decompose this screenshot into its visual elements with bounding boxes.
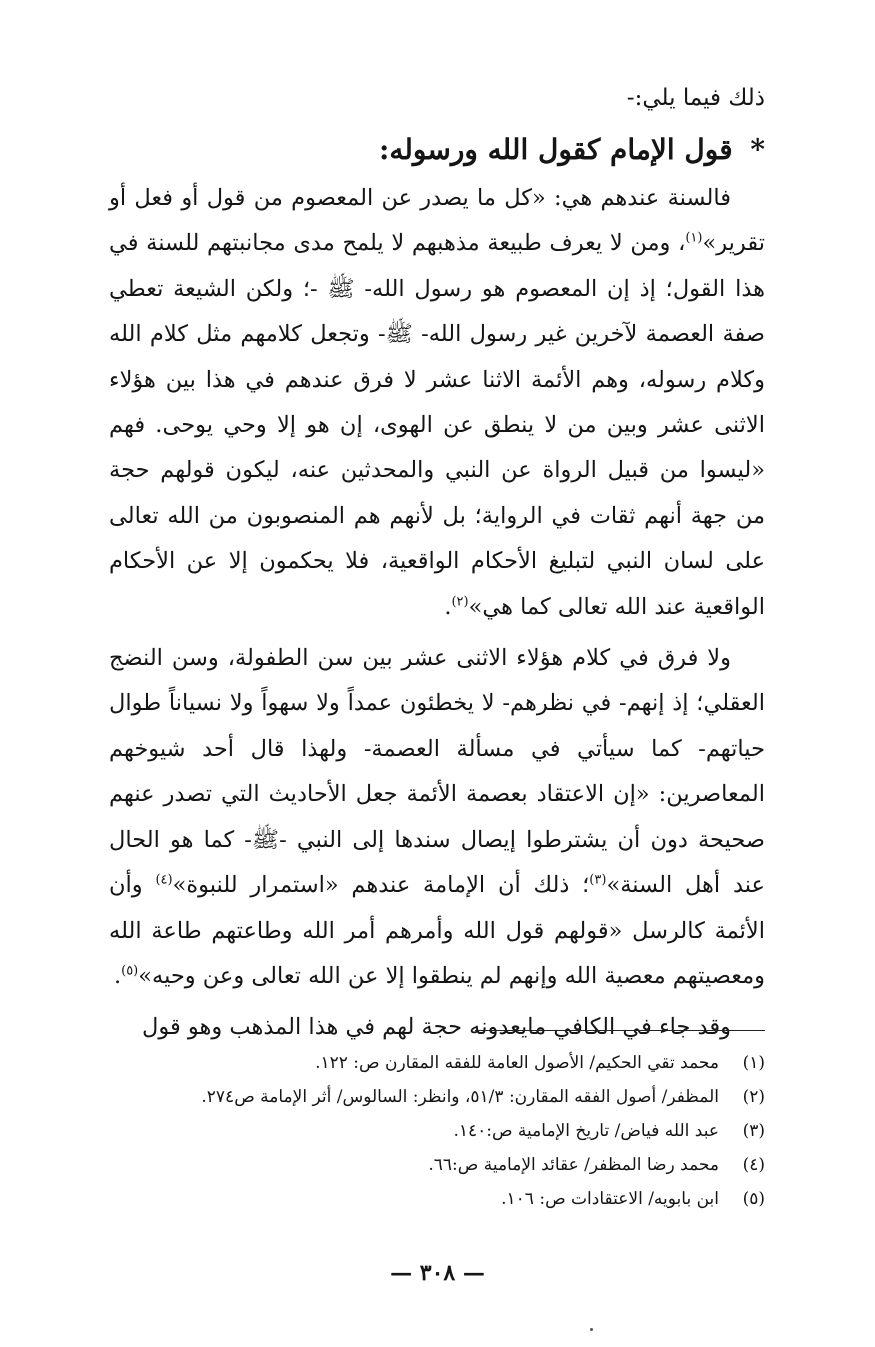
text-run: ، ومن لا يعرف طبيعة مذهبهم لا يلمح مدى مجانبتهم للسنة في هذا القول؛ إذ إن المعصوم هو رسول الله- ﷺ -؛ ولكن الشيعة تعطي صفة العصمة لآخرين غير رسول الله- ﷺ- وتجعل كلامهم مثل كلام الله وكلام رسوله، وهم الأئمة الاثنا عشر لا فرق عندهم في هذا بين هؤلاء الاثنى عشر وبين من لا ينطق عن الهوى، إن هو إلا وحي يوحى. فهم «ليسوا من قبيل الرواة عن النبي والمحدثين عنه، ليكون قولهم حجة من جهة أنهم ثقات في الرواية؛ بل لأنهم هم المنصوبون من الله تعالى على لسان النبي لتبليغ الأحكام الواقعية، فلا يحكمون إلا عن الأحكام الواقعية عند الله تعالى كما هي»: [109, 230, 765, 620]
footnotes-list: [105, 1046, 765, 1216]
footnote-text: محمد تقي الحكيم/ الأصول العامة للفقه المقارن ص: ١٢٢.: [315, 1053, 719, 1073]
text-run: .: [113, 962, 122, 989]
heading-star: *: [750, 133, 765, 166]
footnote-number: (٥): [742, 1189, 765, 1209]
text-run: وأن الأئمة كالرسل «قولهم قول الله وأمرهم أمر الله وطاعتهم طاعة الله ومعصيتهم معصية الله وإنهم لم ينطقوا إلا عن الله تعالى وعن وحيه»: [109, 872, 765, 989]
footnote-item: [105, 1046, 765, 1080]
section-heading: [105, 130, 765, 170]
footnote-text: محمد رضا المظفر/ عقائد الإمامية ص:٦٦.: [428, 1155, 719, 1175]
lead-line: ذلك فيما يلي:-: [626, 85, 765, 111]
footnote-item: [105, 1148, 765, 1182]
paragraph: [109, 176, 765, 630]
footnote-number: (٤): [742, 1155, 765, 1175]
footnote-item: [105, 1114, 765, 1148]
footnote-item: [105, 1182, 765, 1216]
footnote-number: (٢): [742, 1087, 765, 1107]
footnote-text: المظفر/ أصول الفقه المقارن: ٥١/٣، وانظر: السالوس/ أثر الإمامة ص٢٧٤.: [201, 1087, 719, 1107]
scan-speck: [590, 1328, 593, 1331]
body-text: [109, 176, 765, 1057]
footnote-text: عبد الله فياض/ تاريخ الإمامية ص:١٤٠.: [453, 1121, 719, 1141]
footnote-text: ابن بابويه/ الاعتقادات ص: ١٠٦.: [501, 1189, 719, 1209]
text-run: .: [444, 593, 452, 620]
text-run: ؛ ذلك أن الإمامة عندهم «استمرار للنبوة»: [172, 872, 590, 899]
page-number: — ٣٠٨ —: [390, 1260, 485, 1286]
text-run: فالسنة عندهم هي: «كل ما يصدر عن المعصوم من قول أو فعل أو تقرير»: [109, 185, 765, 257]
footnote-separator: [475, 1030, 765, 1031]
heading-text: قول الإمام كقول الله ورسوله:: [379, 133, 733, 166]
text-run: وقد جاء في الكافي مايعدونه حجة لهم في هذا المذهب وهو قول: [142, 1014, 731, 1041]
footnote-ref: (٢): [451, 594, 469, 610]
footnote-item: [105, 1080, 765, 1114]
footnote-ref: (١): [685, 230, 703, 246]
paragraph: [109, 636, 765, 999]
footnote-ref: (٤): [155, 872, 173, 888]
text-run: ولا فرق في كلام هؤلاء الاثنى عشر بين سن الطفولة، وسن النضج العقلي؛ إذ إنهم- في نظرهم- لا يخطئون عمداً ولا سهواً ولا نسياناً طوال حياتهم- كما سيأتي في مسألة العصمة- ولهذا قال أحد شيوخهم المعاصرين: «إن الاعتقاد بعصمة الأئمة جعل الأحاديث التي تصدر عنهم صحيحة دون أن يشترطوا إيصال سندها إلى النبي -ﷺ- كما هو الحال عند أهل السنة»: [109, 645, 765, 899]
paragraph: [109, 1005, 765, 1050]
footnote-number: (٣): [742, 1121, 765, 1141]
footnote-number: (١): [742, 1053, 765, 1073]
footnote-ref: (٣): [589, 872, 607, 888]
footnote-ref: (٥): [121, 963, 139, 979]
